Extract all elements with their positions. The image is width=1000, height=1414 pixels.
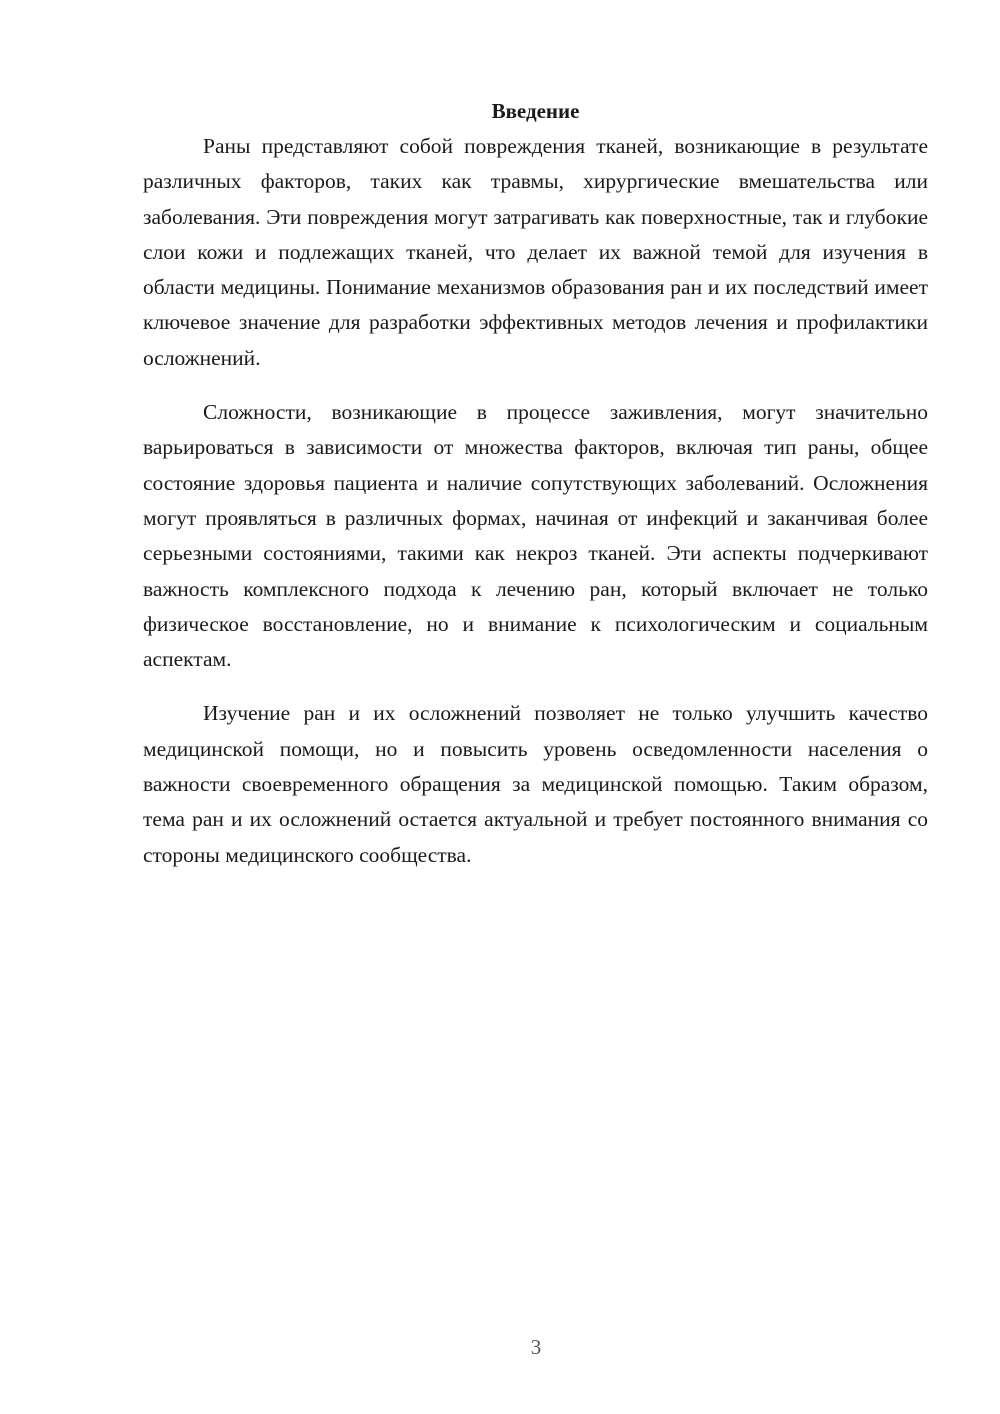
paragraph-2: Сложности, возникающие в процессе заживления, могут значительно варьироваться в зависимости от множества факторов, включая тип раны, общее состояние здоровья пациента и наличие сопутствующих заболеваний. Осложнения могут проявляться в различных формах, начиная от инфекций и заканчивая более серьезными состояниями, такими как некроз тканей. Эти аспекты подчеркивают важность комплексного подхода к лечению ран, который включает не только физическое восстановление, но и внимание к психологическим и социальным аспектам. (143, 400, 928, 672)
section-heading: Введение (491, 99, 580, 123)
paragraph-3: Изучение ран и их осложнений позволяет не только улучшить качество медицинской помощи, но и повысить уровень осведомленности населения о важности своевременного обращения за медицинской помощью. Таким образом, тема ран и их осложнений остается актуальной и требует постоянного внимания со стороны медицинского сообщества. (143, 701, 928, 867)
page-number: 3 (530, 1335, 542, 1359)
paragraph-1: Раны представляют собой повреждения тканей, возникающие в результате различных факторов, таких как травмы, хирургические вмешательства или заболевания. Эти повреждения могут затрагивать как поверхностные, так и глубокие слои кожи и подлежащих тканей, что делает их важной темой для изучения в области медицины. Понимание механизмов образования ран и их последствий имеет ключевое значение для разработки эффективных методов лечения и профилактики осложнений. (143, 134, 928, 370)
page-content (143, 96, 928, 873)
